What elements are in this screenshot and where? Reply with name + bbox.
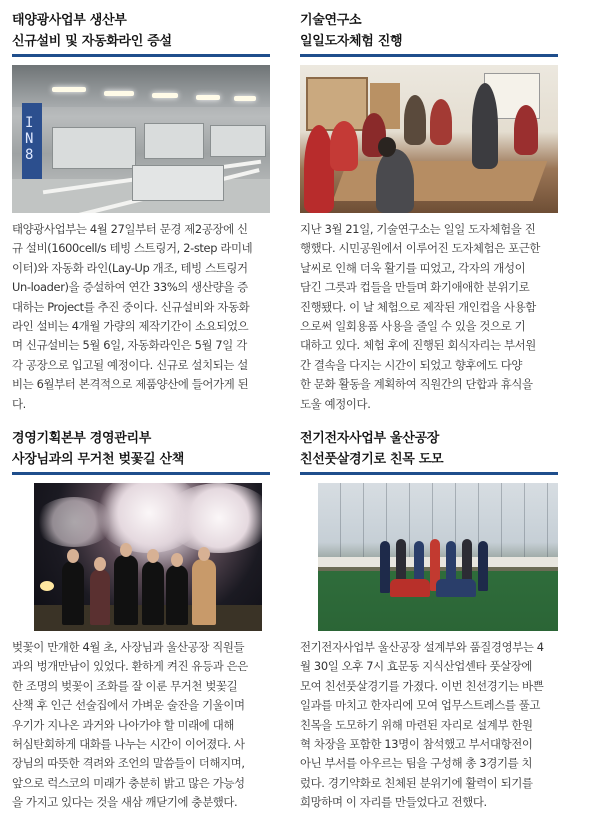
body-line: 태양광사업부는 4월 27일부터 문경 제2공장에 신 [12,222,248,236]
body-line: 월 30일 오후 7시 효문동 지식산업센타 풋살장에 [300,659,533,674]
body-line: 다. [12,396,26,411]
body-line: 며 신규설비는 5월 6일, 자동화라인은 5월 7일 각 [12,338,247,353]
body-line: 전기전자사업부 울산공장 설계부와 품질경영부는 4 [300,640,544,654]
article-cherry-blossom-walk [12,428,270,813]
body-line: 모여 친선풋살경기를 가졌다. 이번 친선경기는 바쁜 [300,678,544,693]
body-line: 산책 후 인근 선술집에서 가벼운 술잔을 기울이며 [12,698,245,713]
body-line: Un-loader)을 증설하여 연간 33%의 생산량을 증 [12,280,248,295]
article-department: 기술연구소 [300,13,362,28]
article-body [300,638,558,813]
body-line: 렀다. 경기약화로 친체된 분위기에 활력이 되기를 [300,775,533,790]
body-line: 한 조명의 벚꽃이 조화를 잘 이룬 무거천 벚꽃길 [12,678,238,693]
headline-rule [12,54,270,57]
article-headline: 친선풋살경기로 친목 도모 [300,452,444,467]
body-line: 앞으로 럭스코의 미래가 충분히 밝고 많은 가능성 [12,775,245,790]
body-line: 과의 벙개만남이 있었다. 환하게 켜진 유등과 은은 [12,659,248,674]
body-line: 행했다. 시민공원에서 이루어진 도자체험은 포근한 [300,241,541,256]
body-line: 허심탄회하게 대화를 나누는 시간이 이어졌다. 사 [12,737,245,752]
body-line: 한 문화 활동을 계획하여 직원간의 단합과 휴식을 [300,377,533,392]
body-line: 지난 3월 21일, 기술연구소는 일일 도자체험을 진 [300,222,536,236]
article-headline: 사장님과의 무거천 벚꽃길 산책 [12,452,185,467]
body-line: 비는 6월부터 본격적으로 제품양산에 들어가게 된 [12,377,249,392]
article-pottery-experience [300,10,558,414]
body-line: 일과를 마치고 한자리에 모여 업무스트레스를 풀고 [300,698,541,713]
body-line: 친목을 도모하기 위해 마련된 자리로 설계부 한원 [300,717,533,732]
article-body [12,220,270,414]
body-line: 을 가지고 있다는 것을 새삼 깨닫기에 충분했다. [12,795,238,810]
headline-rule [300,54,558,57]
article-headline: 일일도자체험 진행 [300,34,403,49]
article-department: 경영기획본부 경영관리부 [12,431,152,446]
body-line: 아닌 부서를 아우르는 팀을 구성해 총 3경기를 치 [300,756,533,771]
article-department: 전기전자사업부 울산공장 [300,431,440,446]
body-line: 진행됐다. 이 날 체험으로 제작된 개인컵을 사용함 [300,299,536,314]
cherry-blossom-photo [34,483,262,631]
body-line: 벚꽃이 만개한 4월 초, 사장님과 울산공장 직원들 [12,640,245,654]
body-line: 간 결속을 다지는 시간이 되었고 향후에도 다양 [300,357,523,372]
article-headline: 신규설비 및 자동화라인 증설 [12,34,172,49]
pottery-class-photo [300,65,558,213]
factory-photo [12,65,270,213]
body-line: 각 공장으로 입고될 예정이다. 신규로 설치되는 설 [12,357,248,372]
body-line: 혁 차장을 포함한 13명이 참석했고 부서대항전이 [300,737,533,752]
sign-text: IN 8 [25,115,34,163]
body-line: 희망하며 이 자리를 만들었다고 전했다. [300,795,487,810]
article-department: 태양광사업부 생산부 [12,13,127,28]
article-futsal-match [300,428,558,813]
body-line: 이터)와 자동화 라인(Lay-Up 개조, 테빙 스트링거 [12,260,248,275]
headline-rule [300,472,558,475]
body-line: 우기가 지나온 과거와 나아가야 할 미래에 대해 [12,717,235,732]
body-line: 도울 예정이다. [300,396,371,411]
article-body [300,220,558,414]
futsal-team-photo [318,483,558,631]
body-line: 으로써 일회용품 사용을 줄일 수 있을 것으로 기 [300,319,526,334]
body-line: 대하는 Project를 추진 중이다. 신규설비와 자동화 [12,299,250,314]
body-line: 규 설비(1600cell/s 테빙 스트링거, 2-step 라미네 [12,241,253,256]
body-line: 담긴 그릇과 컵들을 만들며 화기애애한 분위기로 [300,280,530,295]
body-line: 라인 설비는 4개월 가량의 제작기간이 소요되었으 [12,319,249,334]
body-line: 대하고 있다. 체험 후에 진행된 회식자리는 부서원 [300,338,536,353]
body-line: 장님의 따뜻한 격려와 조언의 말씀들이 더해지며, [12,756,245,771]
article-body [12,638,270,813]
headline-rule [12,472,270,475]
article-solar-production [12,10,270,414]
body-line: 날씨로 인해 더욱 활기를 띠었고, 각자의 개성이 [300,260,526,275]
